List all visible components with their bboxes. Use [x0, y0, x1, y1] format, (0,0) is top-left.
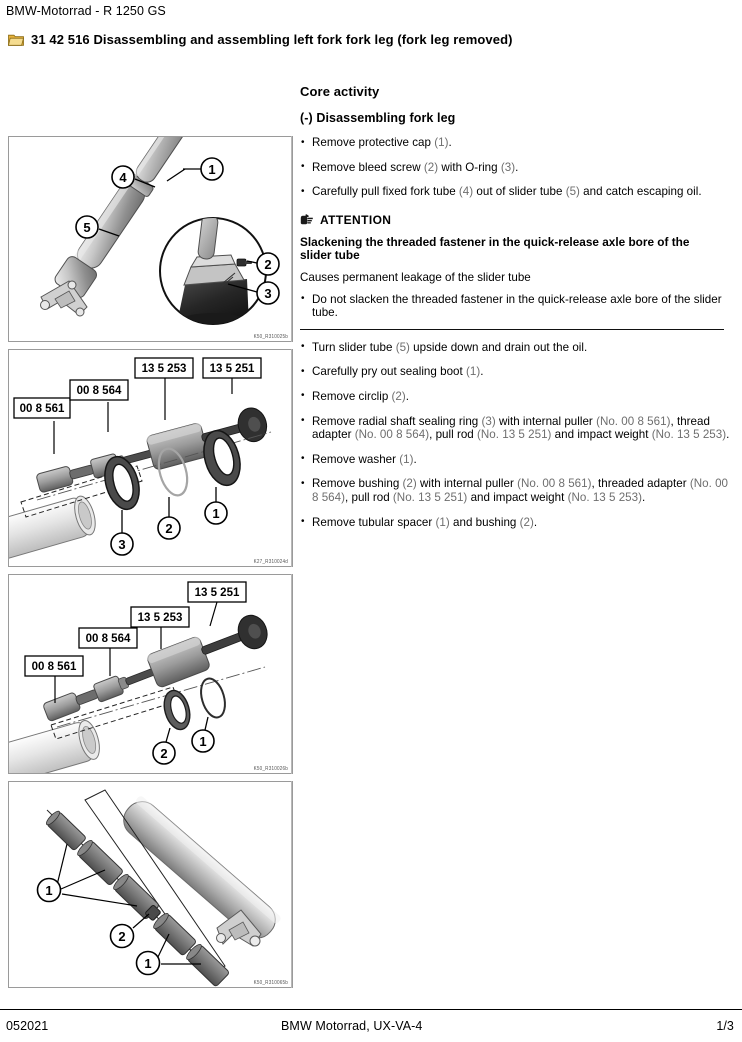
pointing-hand-icon	[300, 214, 315, 226]
step-text: Remove washer (1).	[312, 452, 417, 466]
figure-1-graphic	[9, 137, 292, 341]
callout-5: 5	[83, 220, 91, 235]
attention-steps	[300, 293, 736, 320]
tool-label-00-8-561	[14, 398, 70, 418]
sub-activity-title: (-) Disassembling fork leg	[300, 111, 456, 125]
step-text: Remove protective cap (1).	[312, 136, 452, 149]
tool-label-text: 00 8 561	[31, 661, 77, 673]
figure-4-graphic	[9, 782, 292, 987]
callout-1: 1	[212, 506, 220, 521]
tool-label-text: 13 5 251	[209, 363, 255, 375]
document-brand-line: BMW-Motorrad - R 1250 GS	[6, 4, 166, 18]
list-item	[300, 161, 736, 175]
tool-label-text: 00 8 564	[76, 385, 122, 397]
tool-label-00-8-564	[79, 628, 137, 648]
attention-cause: Causes permanent leakage of the slider tube	[300, 270, 531, 284]
figure-caption-code: K50_R310026b	[253, 765, 288, 772]
callout-2: 2	[165, 521, 173, 536]
steps-group-4	[300, 516, 736, 530]
figure-caption-code: K50_R310065b	[253, 979, 288, 986]
step-text: Remove radial shaft sealing ring (3) with internal puller (No. 00 8 561), thread adapter (No. 00 8 564), pull rod (No. 13 5 251) and impact weight (No. 13 5 253).	[312, 414, 730, 442]
tool-label-00-8-564	[70, 380, 128, 400]
figures-column	[8, 136, 293, 988]
callout-2: 2	[160, 746, 168, 761]
tool-label-00-8-561	[25, 656, 83, 676]
steps-group-3	[300, 453, 736, 505]
tool-label-text: 13 5 251	[194, 587, 240, 599]
instructions-column	[300, 84, 736, 529]
steps-group-1	[300, 136, 736, 199]
callout-4: 4	[119, 170, 127, 185]
section-heading	[8, 32, 513, 47]
section-title: 31 42 516 Disassembling and assembling left fork fork leg (fork leg removed)	[31, 32, 513, 47]
attention-label: ATTENTION	[320, 212, 392, 227]
tool-label-13-5-253	[131, 607, 189, 627]
figure-bushing-removal	[8, 574, 293, 774]
figure-caption-code: K50_R310025b	[253, 333, 288, 340]
tool-label-13-5-251	[203, 358, 261, 378]
callout-1: 1	[199, 734, 207, 749]
steps-group-2	[300, 341, 736, 442]
callout-1: 1	[208, 162, 216, 177]
list-item	[300, 415, 730, 442]
callout-2: 2	[264, 257, 272, 272]
attention-block	[300, 213, 736, 330]
column-rule-2	[291, 349, 292, 567]
list-item	[300, 293, 732, 320]
list-item	[300, 516, 736, 530]
tool-label-13-5-251	[188, 582, 246, 602]
tool-label-text: 00 8 564	[85, 633, 131, 645]
step-text: Carefully pull fixed fork tube (4) out of slider tube (5) and catch escaping oil.	[312, 185, 702, 199]
step-text: Remove bushing (2) with internal puller (No. 00 8 561), threaded adapter (No. 00 8 564), pull rod (No. 13 5 251) and impact weight (No. 13 5 253).	[312, 477, 729, 504]
list-item	[300, 390, 736, 404]
tool-label-text: 00 8 561	[19, 403, 65, 415]
list-item	[300, 185, 736, 199]
list-item	[300, 477, 736, 504]
column-rule-1	[291, 136, 292, 342]
callout-1-upper: 1	[45, 883, 53, 898]
core-activity-title: Core activity	[300, 84, 380, 99]
list-item	[300, 453, 736, 467]
list-item	[300, 341, 736, 355]
attention-title: Slackening the threaded fastener in the quick-release axle bore of the slider tube	[300, 234, 690, 263]
list-item	[300, 136, 736, 150]
callout-3: 3	[118, 537, 126, 552]
figure-2-graphic	[9, 350, 292, 566]
step-text: Carefully pry out sealing boot (1).	[312, 365, 484, 379]
tool-label-13-5-253	[135, 358, 193, 378]
footer-center-text: BMW Motorrad, UX-VA-4	[281, 1019, 423, 1033]
column-rule-3	[291, 574, 292, 774]
list-item	[300, 365, 736, 379]
figure-tubular-spacer-bushing	[8, 781, 293, 988]
step-text: Remove bleed screw (2) with O-ring (3).	[312, 160, 519, 174]
step-text: Do not slacken the threaded fastener in the quick-release axle bore of the slider tube.	[312, 292, 722, 320]
footer-divider	[0, 1009, 742, 1010]
footer-page-number: 1/3	[716, 1019, 734, 1033]
step-text: Remove tubular spacer (1) and bushing (2).	[312, 515, 538, 529]
column-rule-4	[291, 781, 292, 988]
callout-1-lower: 1	[144, 956, 152, 971]
figure-fork-leg-assembly	[8, 136, 293, 342]
tool-label-text: 13 5 253	[141, 363, 187, 375]
tool-label-text: 13 5 253	[137, 612, 183, 624]
callout-3: 3	[264, 286, 272, 301]
attention-header	[300, 213, 736, 227]
footer-date-code: 052021	[6, 1019, 49, 1033]
attention-divider	[300, 329, 724, 330]
folder-icon	[8, 33, 24, 46]
step-text: Remove circlip (2).	[312, 389, 410, 403]
figure-3-graphic	[9, 575, 292, 773]
figure-radial-shaft-sealing-ring-removal	[8, 349, 293, 567]
figure-caption-code: K27_R310024d	[253, 558, 288, 565]
step-text: Turn slider tube (5) upside down and drain out the oil.	[312, 340, 588, 354]
callout-2: 2	[118, 929, 126, 944]
